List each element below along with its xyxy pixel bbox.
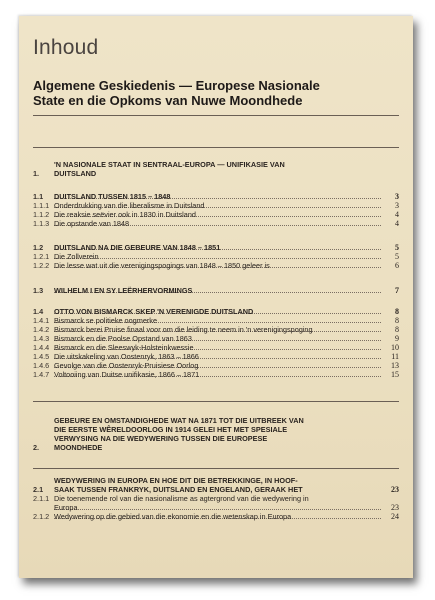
toc-entry [33,201,399,210]
toc-number: 1.1.1 [33,201,50,210]
toc-title: Bismarck se politieke oogmerke [54,316,158,325]
toc-title-line: DUITSLAND [54,169,97,178]
toc-title: Gevolge van die Oostenryk-Pruisiese Oorlog [54,361,199,370]
toc-title [54,416,399,452]
toc-number: 1.2 [33,243,44,252]
toc-number: 2.1.2 [33,512,50,521]
toc-entry [33,494,399,512]
toc-title: Bismarck berei Pruise finaal voor om die leiding te neem in 'n verenigingspoging [54,325,313,334]
toc-title [54,160,399,178]
toc-number: 1.1.3 [33,219,50,228]
toc-chapter-heading [33,416,399,452]
divider [33,115,399,116]
toc-number: 1.1.2 [33,210,50,219]
toc-entry [33,512,399,521]
toc-group-1-2 [33,243,399,270]
toc-number: 2. [33,443,40,452]
divider [33,468,399,469]
toc-title: Voltooiing van Duitse unifikasie, 1866 – 1871 [54,370,200,379]
toc-page: 8 [395,316,399,325]
toc-title-line: VERWYSING NA DIE WEDYWERING TUSSEN DIE EUROPESE [54,434,268,443]
toc-group-1-4 [33,307,399,379]
toc-entry [33,476,399,494]
toc-group-1-1 [33,192,399,228]
toc-title: Onderdrukking van die liberalisme in Duitsland [54,201,205,210]
toc-number: 1.3 [33,286,44,295]
toc-page: 24 [391,512,399,521]
toc-page: 13 [391,361,399,370]
toc-page: 3 [395,192,399,201]
toc-number: 1.2.2 [33,261,50,270]
toc-number: 2.1.1 [33,494,50,503]
toc-entry [33,286,399,295]
toc-entry [33,352,399,361]
toc-number: 1.2.1 [33,252,50,261]
toc-page: 9 [395,334,399,343]
toc-page: 5 [395,243,399,252]
toc-entry [33,316,399,325]
toc-number: 1.4.6 [33,361,50,370]
toc-title: WILHELM I EN SY LEËRHERVORMINGS [54,286,193,295]
toc-title [54,494,381,512]
toc-page: 11 [391,352,399,361]
subtitle-line: State en die Opkoms van Nuwe Moondhede [33,93,303,108]
toc-number: 1.4 [33,307,44,316]
toc-title-line: MOONDHEDE [54,443,103,452]
toc-page: 8 [395,325,399,334]
toc-title: DUITSLAND NA DIE GEBEURE VAN 1848 – 1851 [54,243,221,252]
toc-number: 2.1 [33,485,44,494]
toc-title-line: Europa [54,503,78,512]
toc-title: Die Zollverein [54,252,99,261]
toc-title: Wedywering op die gebied van die ekonomie en die wetenskap in Europa [54,512,292,521]
toc-entry [33,361,399,370]
toc-page: 6 [395,261,399,270]
toc-page: 7 [395,286,399,295]
subtitle-line: Algemene Geskiedenis — Europese Nasionale [33,78,320,93]
toc-entry [33,307,399,316]
toc-title-line: SAAK TUSSEN FRANKRYK, DUITSLAND EN ENGELAND, GERAAK HET [54,485,303,494]
toc-chapter-2 [33,416,399,452]
toc-number: 1.4.7 [33,370,50,379]
toc-page: 3 [395,201,399,210]
toc-title: Die reaksie seëvier ook in 1830 in Duitsland [54,210,196,219]
toc-number: 1.4.1 [33,316,50,325]
toc-entry [33,192,399,201]
toc-title: Bismarck en die Sleeswyk-Holsteinkwessie [54,343,194,352]
toc-title: Die opstande van 1848 [54,219,130,228]
toc-entry [33,370,399,379]
book-subtitle [33,78,403,108]
toc-title: DUITSLAND TUSSEN 1815 – 1848 [54,192,171,201]
toc-entry [33,334,399,343]
toc-title: Die lesse wat uit die verenigingspogings van 1848 – 1850 geleer is [54,261,270,270]
toc-number: 1.1 [33,192,44,201]
toc-title: Bismarck en die Poolse Opstand van 1863 [54,334,192,343]
toc-page: 23 [391,503,399,512]
toc-number: 1.4.4 [33,343,50,352]
toc-title: Die uitskakeling van Oostenryk, 1863 – 1866 [54,352,199,361]
toc-title-line: WEDYWERING IN EUROPA EN HOE DIT DIE BETREKKINGE, IN HOOF- [54,476,298,485]
toc-page: 4 [395,210,399,219]
toc-page: 4 [395,219,399,228]
toc-page: 8 [395,307,399,316]
toc-group-2-1 [33,476,399,521]
toc-page: 15 [391,370,399,379]
toc-entry [33,210,399,219]
toc-number: 1.4.5 [33,352,50,361]
toc-entry [33,219,399,228]
toc-number: 1.4.2 [33,325,50,334]
toc-page: 23 [391,485,399,494]
toc-title-line: DIE EERSTE WÊRELDOORLOG IN 1914 GELEI HET MET SPESIALE [54,425,288,434]
document-page [19,16,413,578]
toc-entry [33,325,399,334]
toc-title: OTTO VON BISMARCK SKEP 'N VERENIGDE DUITSLAND [54,307,254,316]
toc-page: 5 [395,252,399,261]
toc-entry [33,252,399,261]
toc-entry [33,243,399,252]
toc-page: 10 [391,343,399,352]
toc-title-line: 'N NASIONALE STAAT IN SENTRAAL-EUROPA — UNIFIKASIE VAN [54,160,285,169]
divider [33,147,399,148]
toc-entry [33,261,399,270]
toc-title-line: Die toenemende rol van die nasionalisme as agtergrond van die wedywering in [54,494,309,503]
page-title: Inhoud [33,36,99,59]
toc-number: 1.4.3 [33,334,50,343]
toc-title [54,476,381,494]
toc-number: 1. [33,169,40,178]
divider [33,401,399,402]
toc-chapter-1 [33,160,399,178]
toc-group-1-3 [33,286,399,295]
toc-title-line: GEBEURE EN OMSTANDIGHEDE WAT NA 1871 TOT DIE UITBREEK VAN [54,416,304,425]
toc-chapter-heading [33,160,399,178]
toc-entry [33,343,399,352]
